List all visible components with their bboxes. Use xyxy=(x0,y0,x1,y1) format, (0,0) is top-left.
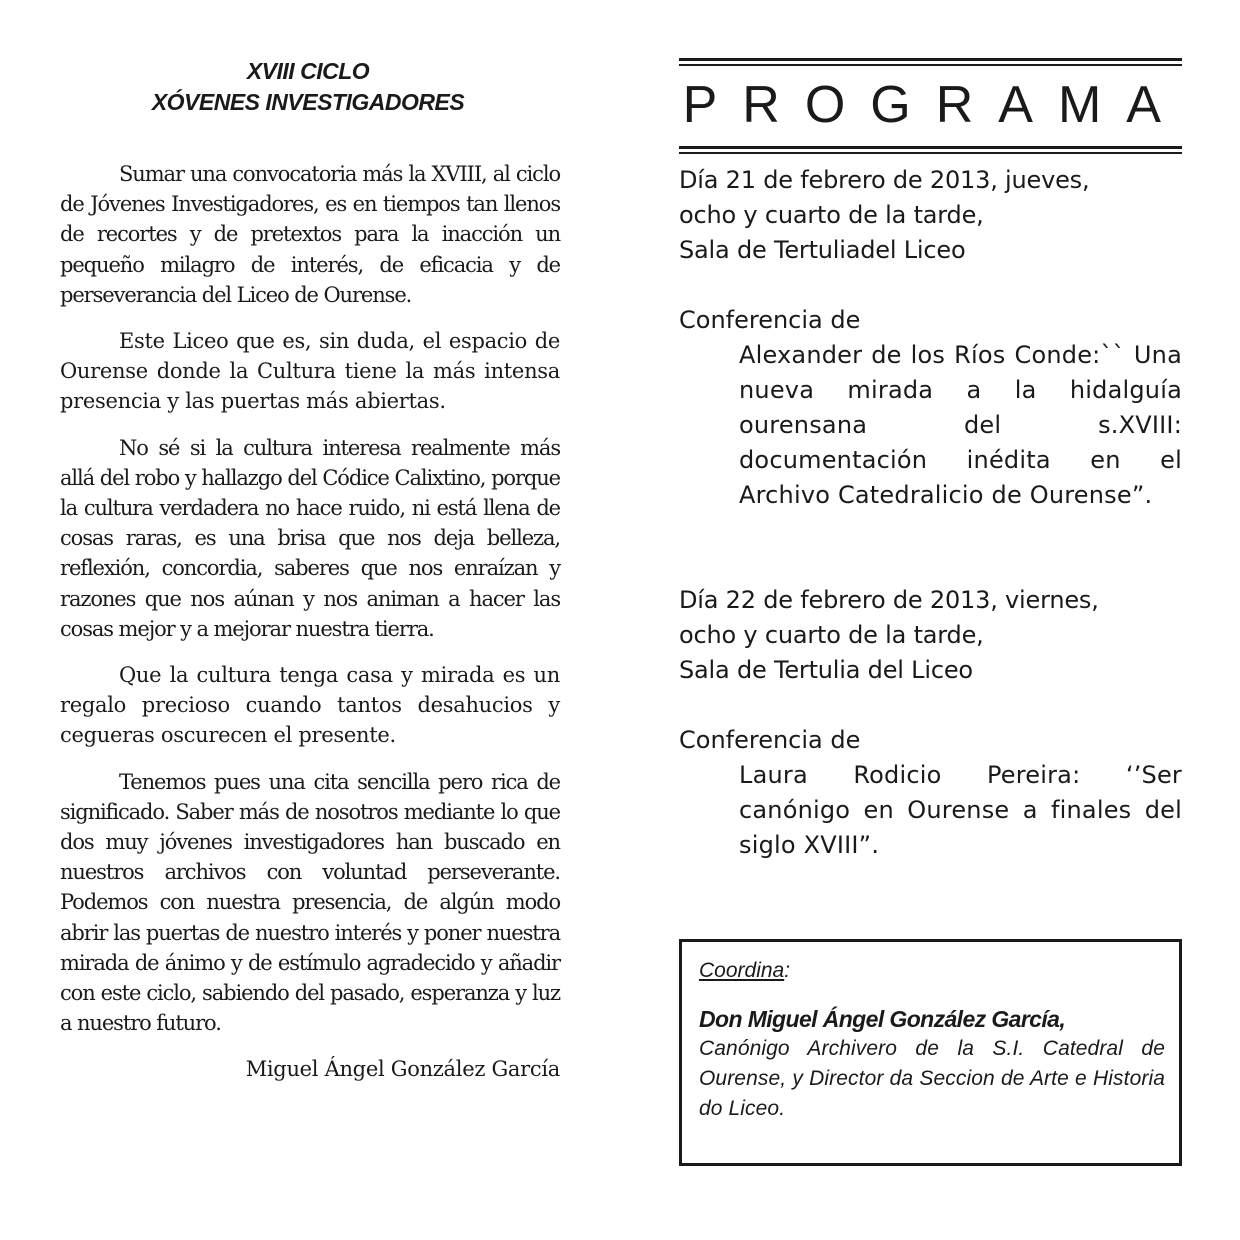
programa-column xyxy=(679,58,1186,863)
session-1-conference-text: Alexander de los Ríos Conde:`` Una nueva mirada a la hidalguía ourensana del s.XVIII: documentación inédita en el Archivo Catedralicio de Ourense”. xyxy=(739,341,1182,509)
session-2-time: ocho y cuarto de la tarde, xyxy=(679,621,984,649)
coordinator-name: Don Miguel Ángel González García, xyxy=(699,1006,1066,1032)
intro-paragraph-4: Que la cultura tenga casa y mirada es un regalo precioso cuando tantos desahucios y cegueras oscurecen el presente. xyxy=(60,663,560,748)
intro-paragraph-5: Tenemos pues una cita sencilla pero rica de significado. Saber más de nosotros mediante lo que dos muy jóvenes investigadores han buscado en nuestros archivos con voluntad perseverante. Podemos con nuestra presencia, de algún modo abrir las puertas de nuestro interés y poner nuestra mirada de ánimo y de estímulo agradecido y añadir con este ciclo, sabiendo del pasado, esperanza y luz a nuestro futuro. xyxy=(60,769,560,1036)
intro-paragraph-3: No sé si la cultura interesa realmente más allá del robo y hallazgo del Códice Calixtino, porque la cultura verdadera no hace ruido, ni está llena de cosas raras, es una brisa que nos deja belleza, reflexión, concordia, saberes que nos enraízan y razones que nos aúnan y nos animan a hacer las cosas mejor y a mejorar nuestra tierra. xyxy=(60,435,560,641)
intro-paragraph-2: Este Liceo que es, sin duda, el espacio de Ourense donde la Cultura tiene la más intensa presencia y las puertas más abiertas. xyxy=(60,329,560,414)
programa-title: PROGRAMA xyxy=(682,76,1186,134)
session-1 xyxy=(679,163,1182,513)
coordina-label: Coordina xyxy=(699,959,785,982)
coordina-box xyxy=(679,939,1182,1166)
bottom-double-rule xyxy=(679,146,1182,154)
signature: Miguel Ángel González García xyxy=(245,1057,560,1082)
session-1-conference-label: Conferencia de xyxy=(679,306,861,334)
heading-line-1: XVIII CICLO xyxy=(246,58,370,84)
session-2-date: Día 22 de febrero de 2013, viernes, xyxy=(679,586,1099,614)
session-2-conference-text: Laura Rodicio Pereira: ‘’Ser canónigo en Ourense a finales del siglo XVIII”. xyxy=(739,761,1182,859)
intro-paragraph-1: Sumar una convocatoria más la XVIII, al ciclo de Jóvenes Investigadores, es en tiempos tan llenos de recortes y de pretextos para la inacción un pequeño milagro de interés, de eficacia y de perseverancia del Liceo de Ourense. xyxy=(60,162,560,307)
coordinator-description: Canónigo Archivero de la S.I. Catedral de Ourense, y Director da Seccion de Arte e Historia do Liceo. xyxy=(699,1037,1165,1120)
session-1-venue: Sala de Tertuliadel Liceo xyxy=(679,236,966,264)
cycle-heading xyxy=(60,56,560,118)
session-2-conference-label: Conferencia de xyxy=(679,726,861,754)
session-1-date: Día 21 de febrero de 2013, jueves, xyxy=(679,166,1090,194)
coordina-label-row xyxy=(699,956,1165,986)
heading-line-2: XÓVENES INVESTIGADORES xyxy=(151,89,465,115)
session-2-venue: Sala de Tertulia del Liceo xyxy=(679,656,973,684)
left-column xyxy=(60,56,560,1084)
session-2 xyxy=(679,583,1182,863)
coordina-colon: : xyxy=(784,959,791,982)
session-spacer xyxy=(679,513,1182,583)
top-double-rule xyxy=(679,58,1182,66)
session-1-time: ocho y cuarto de la tarde, xyxy=(679,201,984,229)
